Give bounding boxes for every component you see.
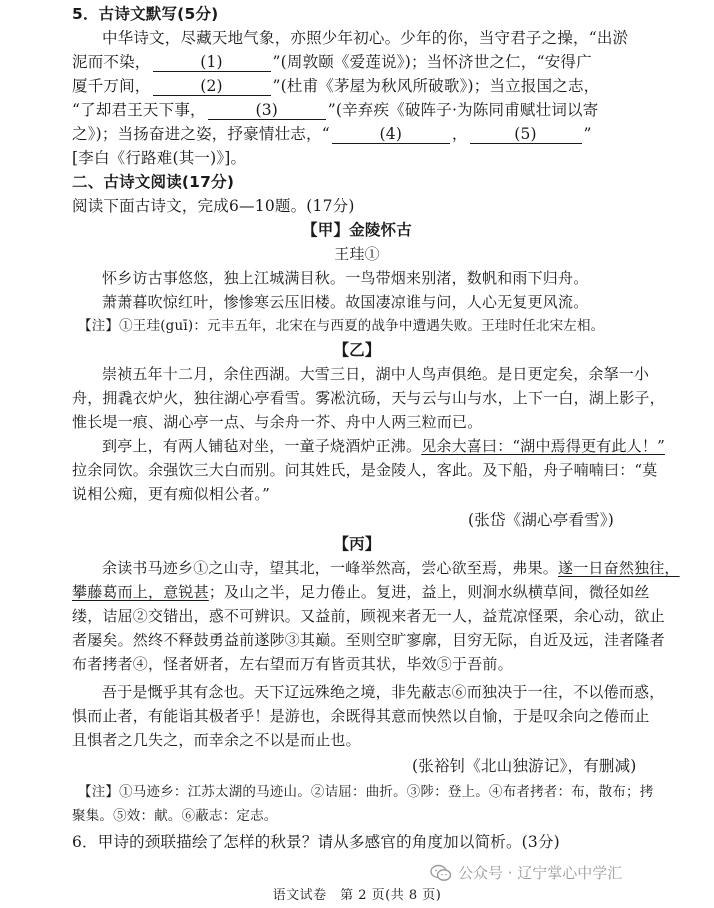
passage-bing-line-6: 吾于是慨乎其有念也。天下辽远殊绝之境，非先蔽志⑥而独决于一往，不以倦而惑， (102, 683, 665, 701)
passage-bing-title: 【丙】 (333, 535, 381, 553)
q5-text: ”(辛弃疾《破阵子·为陈同甫赋壮词以寄 (327, 101, 599, 119)
poem-jia-note: 【注】①王珪(guī)：元丰五年，北宋在与西夏的战争中遭遇失败。王珪时任北宋左相。 (78, 318, 605, 334)
passage-yi-line-3: 惟长堤一痕、湖心亭一点、与余舟一芥、舟中人两三粒而已。 (72, 413, 483, 431)
underlined-sentence: 遂一日奋然独往， (558, 559, 680, 577)
passage-bing-line-5: 布者拷者④，怪者妍者，左右望而万有皆贡其状，毕效⑤于吾前。 (72, 655, 513, 673)
answer-blank-1[interactable]: (1) (153, 53, 271, 72)
q5-line-3 (72, 74, 599, 98)
passage-bing-line-7: 惧而止者，有能诣其极者乎！是游也，余既得其意而怏然以自愉，于是叹余向之倦而止 (72, 707, 650, 725)
question-6: 6．甲诗的颈联描绘了怎样的秋景？请从多感官的角度加以简析。(3分) (72, 833, 560, 851)
section-2-intro: 阅读下面古诗文，完成6—10题。(17分) (72, 197, 355, 215)
q5-text: ， (451, 125, 468, 143)
q5-text: ”(周敦颐《爱莲说》)；当怀济世之仁，“安得广 (272, 53, 592, 71)
answer-blank-3[interactable]: (3) (208, 101, 326, 120)
answer-blank-4[interactable]: (4) (332, 125, 450, 144)
q5-text: 泥而不染， (72, 53, 151, 71)
answer-blank-5[interactable]: (5) (470, 125, 582, 144)
passage-bing-line-1 (102, 556, 680, 580)
passage-text: 到亭上，有两人铺毡对坐，一童子烧酒炉正沸。 (102, 437, 422, 455)
q5-line-4 (72, 98, 598, 122)
poem-jia-title: 【甲】金陵怀古 (302, 221, 412, 239)
passage-bing-line-3: 缕，诘屈②交错出，惑不可辨识。又益前，顾视来者无一人，益荒凉怪栗，余心动，欲止 (72, 607, 665, 625)
poem-jia-author: 王珪① (334, 245, 380, 263)
passage-yi-line-2: 舟，拥毳衣炉火，独往湖心亭看雪。雾凇沆砀，天与云与山与水，上下一白，湖上影子， (72, 389, 665, 407)
wechat-icon (430, 864, 452, 882)
poem-jia-line-1: 怀乡访古事悠悠，独上江城满目秋。一鸟带烟来别渚，数帆和雨下归舟。 (102, 269, 589, 287)
poem-jia-line-2: 萧萧暮吹惊红叶，惨惨寒云压旧楼。故国凄凉谁与问，人心无复更风流。 (102, 293, 589, 311)
passage-bing-line-4: 者屡矣。然终不释鼓勇益前遂陟③其巅。至则空旷寥廓，目穷无际，自近及远，洼者隆者 (72, 631, 665, 649)
passage-yi-source: (张岱《湖心亭看雪》) (468, 511, 615, 529)
q5-line-6: [李白《行路难(其一)》]。 (72, 149, 247, 167)
passage-bing-note-2: 聚集。⑤效：献。⑥蔽志：定志。 (72, 808, 278, 824)
underlined-sentence: 攀藤葛而上，意锐甚 (72, 583, 209, 601)
passage-yi-line-6: 说相公痴，更有痴似相公者。” (72, 485, 270, 503)
passage-text: 余读书马迹乡①之山寺，望其北，一峰举然高，尝心欲至焉，弗果。 (102, 559, 559, 577)
passage-yi-line-5: 拉余同饮。余强饮三大白而别。问其姓氏，是金陵人，客此。及下船，舟子喃喃曰：“莫 (72, 461, 658, 479)
q5-text: ”(杜甫《茅屋为秋风所破歌》)；当立报国之志， (272, 77, 600, 95)
q5-text: 厦千万间， (72, 77, 151, 95)
q5-text: 之》)；当扬奋进之姿，抒豪情壮志，“ (72, 125, 330, 143)
underlined-sentence: 见余大喜曰：“湖中焉得更有此人！” (421, 437, 665, 455)
passage-yi-line-1: 崇祯五年十二月，余住西湖。大雪三日，湖中人鸟声俱绝。是日更定矣，余拏一小 (102, 365, 650, 383)
q5-line-1: 中华诗文，尽藏天地气象，亦照少年初心。少年的你，当守君子之操，“出淤 (102, 29, 629, 47)
q5-text: “了却君王天下事， (72, 101, 206, 119)
q5-line-2 (72, 50, 592, 74)
answer-blank-2[interactable]: (2) (153, 77, 271, 96)
passage-bing-source: (张裕钊《北山独游记》，有删减) (412, 757, 637, 775)
q5-text: ” (583, 125, 592, 143)
passage-text: ；及山之半，足力倦止。复进，益上，则涧水纵横草间，微径如丝 (208, 583, 650, 601)
passage-bing-line-8: 且惧者之几失之，而幸余之不以是而止也。 (72, 731, 361, 749)
question-5-header: 5．古诗文默写(5分) (72, 5, 219, 23)
watermark (430, 862, 710, 884)
passage-yi-line-4 (102, 434, 665, 458)
section-2-title: 二、古诗文阅读(17分) (72, 173, 235, 191)
q5-line-5 (72, 122, 592, 146)
passage-yi-title: 【乙】 (333, 341, 381, 359)
passage-bing-note-1: 【注】①马迹乡：江苏太湖的马迹山。②诘屈：曲折。③陟：登上。④布者拷者：布，散布；拷 (78, 784, 654, 800)
passage-bing-line-2 (72, 580, 650, 604)
page-footer: 语文试卷 第 2 页(共 8 页) (272, 888, 442, 903)
watermark-text: 公众号 · 辽宁掌心中学汇 (458, 864, 623, 882)
